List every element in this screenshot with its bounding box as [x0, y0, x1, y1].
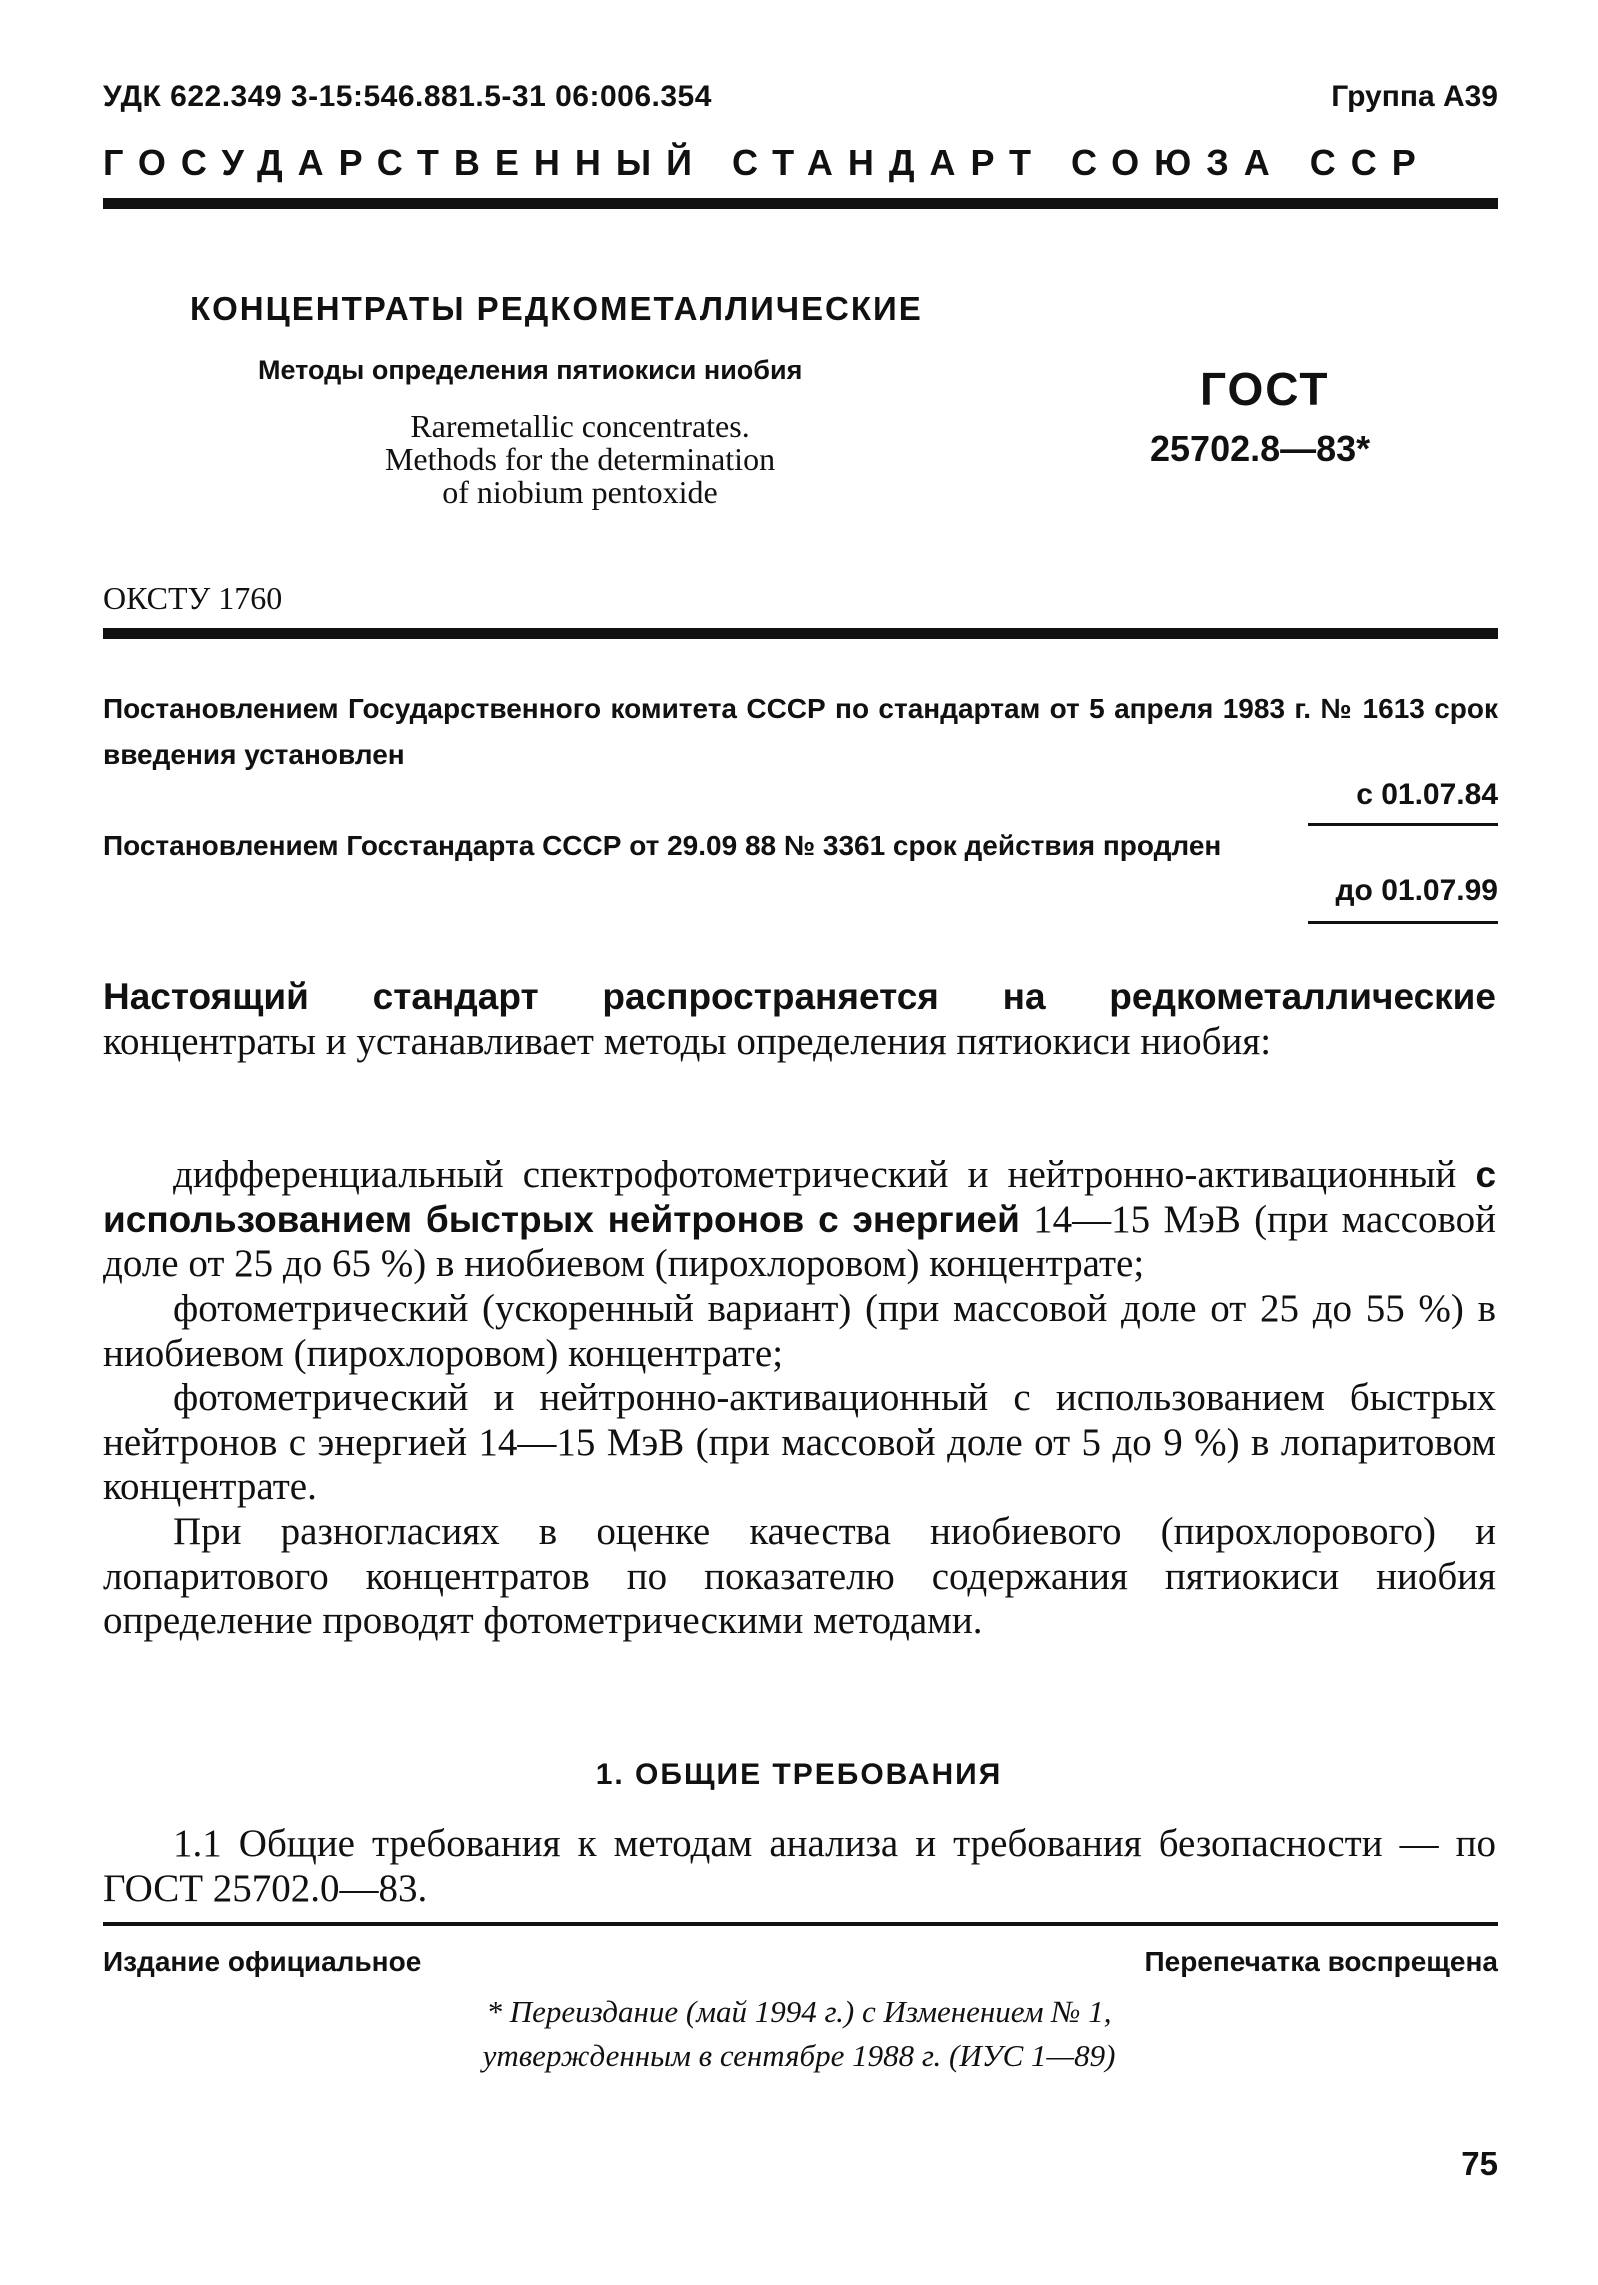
english-title-line: Methods for the determination — [384, 441, 776, 477]
group-code: Группа А39 — [1331, 80, 1498, 113]
date-rule — [1308, 921, 1498, 924]
extended-date: до 01.07.99 — [1335, 874, 1498, 907]
gost-label: ГОСТ — [1200, 363, 1330, 415]
title-rule — [103, 628, 1498, 639]
page-number: 75 — [1461, 2145, 1498, 2182]
method-text-bold: с использованием быстрых нейтронов с энергией — [103, 1154, 1497, 1240]
disagreement-paragraph: При разногласиях в оценке качества ниобиевого (пирохлорового) и лопаритового концентратов по показателю содержания пятиокиси ниобия определение проводят фотометрическими методами. — [103, 1510, 1496, 1642]
scope-lead: Настоящий стандарт распространяется на редкометаллические — [103, 976, 1496, 1017]
gost-number: 25702.8—83* — [1150, 428, 1371, 469]
reprint-notice: Перепечатка воспрещена — [1144, 1946, 1498, 1977]
footer-rule — [103, 1922, 1498, 1926]
decree-extension: Постановлением Госстандарта СССР от 29.09 88 № 3361 срок действия продлен — [103, 830, 1222, 861]
method-item: фотометрический и нейтронно-активационный с использованием быстрых нейтронов с энергией 14—15 МэВ (при массовой доле от 5 до 9 %) в лопаритовом концентрате. — [103, 1376, 1496, 1508]
section-heading: 1. ОБЩИЕ ТРЕБОВАНИЯ — [595, 1758, 1003, 1791]
footnote-line: утвержденным в сентябре 1988 г. (ИУС 1—89) — [482, 2038, 1116, 2073]
reissue-footnote — [0, 1990, 1598, 2078]
effective-date: с 01.07.84 — [1356, 778, 1498, 811]
header-rule — [103, 198, 1498, 209]
english-title-line: Raremetallic concentrates. — [410, 408, 750, 444]
document-title: КОНЦЕНТРАТЫ РЕДКОМЕТАЛЛИЧЕСКИЕ — [190, 290, 923, 327]
udk-code: УДК 622.349 3-15:546.881.5-31 06:006.354 — [103, 80, 712, 113]
date-rule — [1308, 823, 1498, 826]
edition-label: Издание официальное — [103, 1946, 422, 1977]
scope-paragraph — [103, 975, 1496, 1064]
decree-introduction: Постановлением Государственного комитета СССР по стандартам от 5 апреля 1983 г. № 1613 срок введения установлен — [103, 693, 1498, 770]
state-standard-heading: ГОСУДАРСТВЕННЫЙ СТАНДАРТ СОЮЗА ССР — [103, 142, 1431, 183]
document-subtitle: Методы определения пятиокиси ниобия — [258, 355, 803, 385]
method-item — [103, 1153, 1496, 1287]
english-title-line: of niobium pentoxide — [442, 474, 718, 510]
requirement-paragraph: 1.1 Общие требования к методам анализа и требования безопасности — по ГОСТ 25702.0—83. — [103, 1822, 1496, 1910]
method-item: фотометрический (ускоренный вариант) (при массовой доле от 25 до 55 %) в ниобиевом (пирохлоровом) концентрате; — [103, 1287, 1496, 1375]
footnote-line: * Переиздание (май 1994 г.) с Изменением № 1, — [486, 1994, 1112, 2029]
method-text: 14—15 МэВ (при массовой доле от 25 до 65 %) в ниобиевом (пирохлоровом) концентрате; — [103, 1197, 1496, 1285]
scope-rest: концентраты и устанавливает методы определения пятиокиси ниобия: — [103, 1019, 1272, 1063]
okstu-code: ОКСТУ 1760 — [103, 580, 283, 616]
method-text: дифференциальный спектрофотометрический и нейтронно-активационный — [173, 1153, 1457, 1196]
english-title — [300, 410, 860, 509]
